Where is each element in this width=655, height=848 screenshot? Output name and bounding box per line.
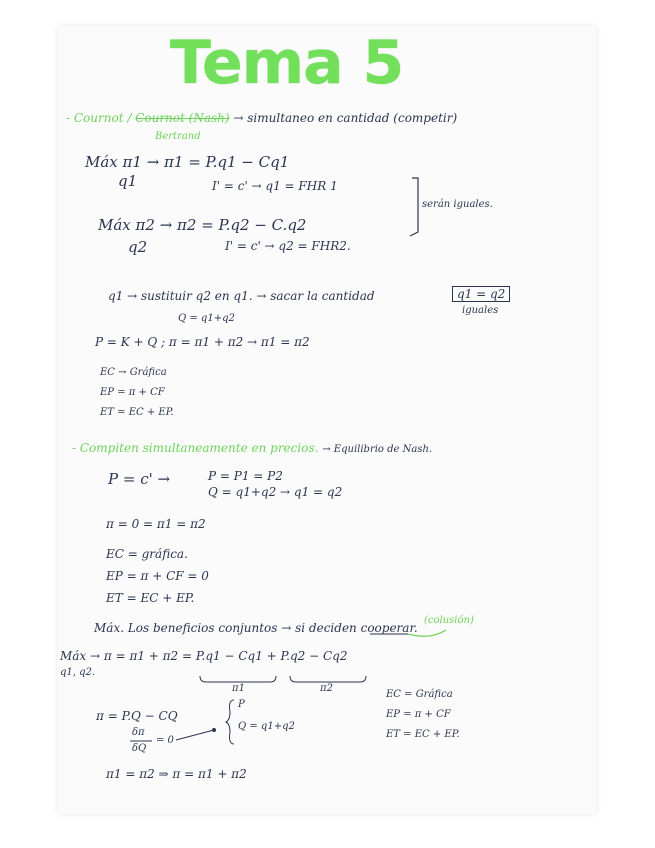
section1-heading-prefix: - Cournot /	[66, 111, 136, 125]
et-line-2: ET = EC + EP.	[106, 591, 195, 605]
section1-heading	[66, 112, 457, 124]
system-p: P	[238, 699, 245, 710]
cond2-line: I' = c' → q2 = FHR2.	[225, 239, 351, 253]
price-eq-line: P = c' →	[108, 470, 171, 488]
ec-line-1: EC → Gráfica	[100, 367, 167, 378]
ep-line-3: EP = π + CF	[386, 709, 451, 720]
ep-line-1: EP = π + CF	[100, 387, 165, 398]
et-line-1: ET = EC + EP.	[100, 407, 174, 418]
colusion-note: (colusión)	[424, 615, 474, 626]
ec-line-3: EC = Gráfica	[386, 689, 453, 700]
cond1-line: I' = c' → q1 = FHR 1	[212, 179, 338, 193]
max-pi1-line: Máx π1 → π1 = P.q1 − Cq1	[85, 153, 290, 171]
page-title: Tema 5	[170, 28, 404, 98]
deriv-den: δQ	[132, 743, 147, 754]
result-box: q1 = q2	[452, 286, 510, 302]
joint-vars: q1, q2.	[60, 667, 96, 678]
pi-line: π = 0 = π1 = π2	[106, 517, 206, 531]
ep-line-2: EP = π + CF = 0	[106, 569, 209, 583]
section2-heading	[72, 442, 432, 455]
section1-heading-struck: Cournot (Nash)	[135, 111, 230, 125]
section2-heading-suffix: → Equilibrio de Nash.	[322, 444, 433, 455]
iguales-note: iguales	[462, 305, 499, 316]
substitute-line: q1 → sustituir q2 en q1. → sacar la cantidad	[108, 289, 375, 303]
brace-note: serán iguales.	[422, 199, 493, 210]
underbrace-pi1: π1	[232, 683, 245, 694]
final-line: π1 = π2 ⇒ π = π1 + π2	[106, 767, 247, 781]
max-pi2-line: Máx π2 → π2 = P.q2 − C.q2	[98, 216, 307, 234]
max-pi1-var: q1	[118, 172, 138, 190]
underbrace-pi2: π2	[320, 683, 333, 694]
q-sum: Q = q1+q2	[178, 313, 235, 324]
max-pi2-var: q2	[128, 238, 148, 256]
notebook-page	[58, 26, 596, 814]
system-q: Q = q1+q2	[238, 721, 295, 732]
p12-line: P = P1 = P2	[208, 469, 283, 483]
deriv-eq: = 0	[156, 735, 174, 746]
deriv-num: δπ	[132, 727, 145, 738]
max-joint-line: Máx → π = π1 + π2 = P.q1 − Cq1 + P.q2 − Cq2	[60, 649, 348, 663]
ec-line-2: EC = gráfica.	[106, 547, 188, 561]
price-line: P = K + Q ; π = π1 + π2 → π1 = π2	[95, 335, 310, 349]
section2-heading-text: - Compiten simultaneamente en precios.	[72, 441, 319, 455]
et-line-3: ET = EC + EP.	[386, 729, 460, 740]
section1-heading-suffix: → simultaneo en cantidad (competir)	[233, 111, 458, 125]
section3-heading: Máx. Los beneficios conjuntos → si deciden cooperar.	[94, 621, 418, 635]
q-eq-line: Q = q1+q2 → q1 = q2	[208, 485, 343, 499]
pi-q-line: π = P.Q − CQ	[96, 709, 178, 723]
bertrand-label: Bertrand	[155, 131, 201, 142]
